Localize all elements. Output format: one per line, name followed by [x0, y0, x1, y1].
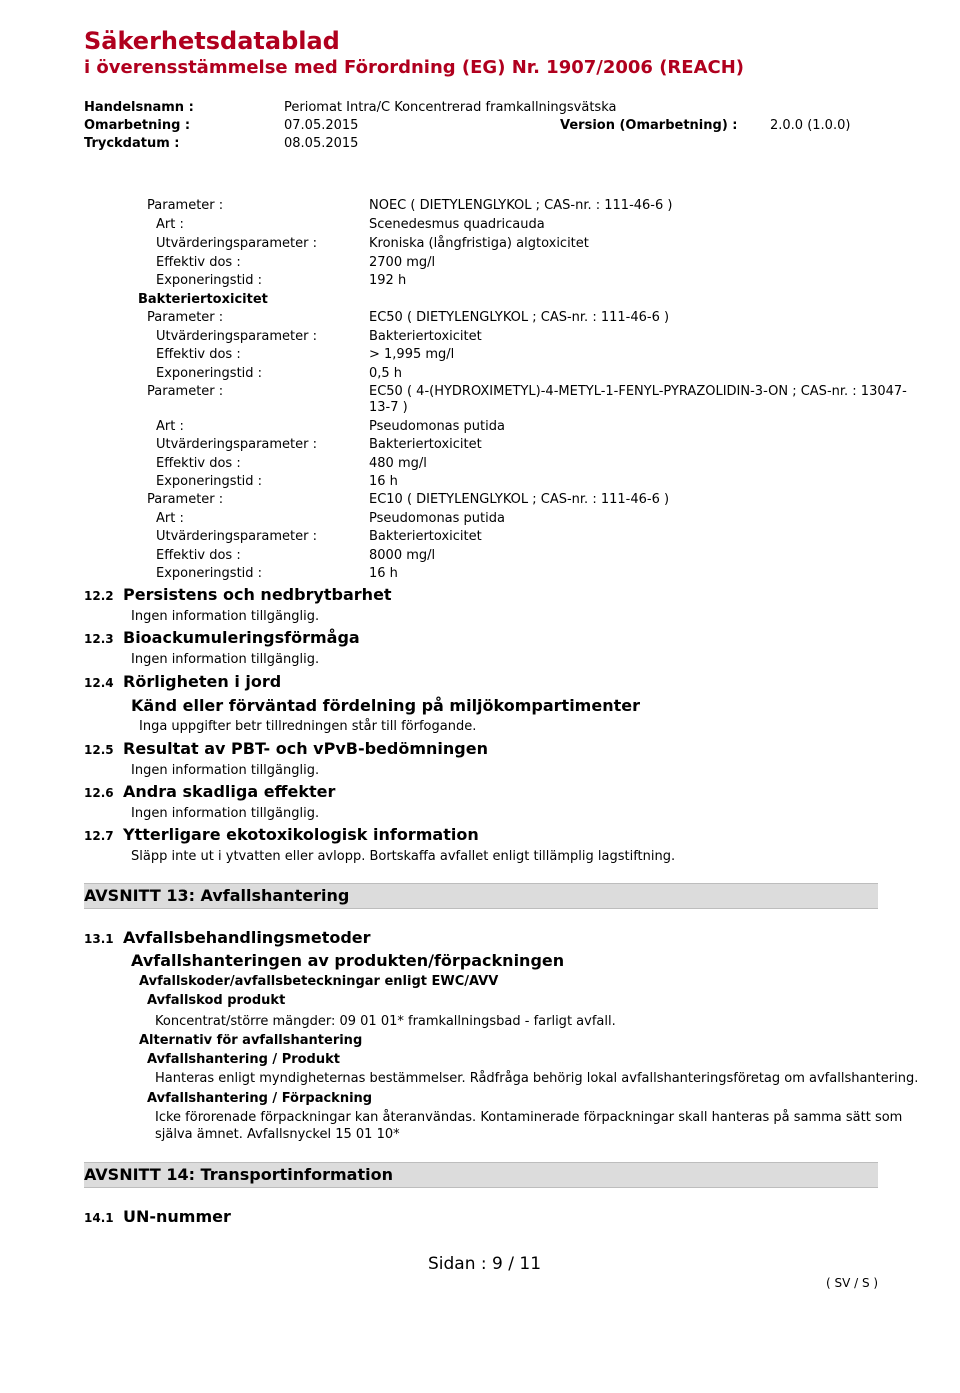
waste-packaging-text-line1: Icke förorenade förpackningar kan återanvändas. Kontaminerade förpackningar skall hanteras på samma sätt som	[155, 1110, 903, 1125]
bact3-eval-value: Bakteriertoxicitet	[369, 529, 482, 544]
section-14-1-title: UN-nummer	[123, 1207, 231, 1226]
section-12-4-title: Rörligheten i jord	[123, 672, 282, 691]
bact1-eval-value: Bakteriertoxicitet	[369, 329, 482, 344]
section-12-4-subtitle: Känd eller förväntad fördelning på miljökompartimenter	[131, 696, 640, 715]
section-12-6-number: 12.6	[84, 786, 114, 800]
trade-name-label: Handelsnamn :	[84, 100, 194, 115]
bact1-dose-value: > 1,995 mg/l	[369, 347, 455, 362]
section-13-1-title: Avfallsbehandlingsmetoder	[123, 928, 371, 947]
bact3-time-value: 16 h	[369, 566, 398, 581]
section-12-3-title: Bioackumuleringsförmåga	[123, 628, 360, 647]
section-14-band	[84, 1162, 878, 1188]
waste-product-heading: Avfallshantering / Produkt	[147, 1052, 340, 1067]
print-date-value: 08.05.2015	[284, 136, 359, 151]
document-subtitle: i överensstämmelse med Förordning (EG) Nr. 1907/2006 (REACH)	[84, 57, 745, 78]
algae-parameter-label: Parameter :	[147, 198, 224, 213]
bact3-art-label: Art :	[156, 511, 184, 526]
section-14-1-number: 14.1	[84, 1211, 114, 1225]
document-title: Säkerhetsdatablad	[84, 27, 340, 55]
waste-code-product-heading: Avfallskod produkt	[147, 993, 286, 1008]
section-13-band	[84, 883, 878, 909]
page-number: Sidan : 9 / 11	[428, 1254, 542, 1274]
section-12-5-text: Ingen information tillgänglig.	[131, 763, 320, 778]
bact1-parameter-value: EC50 ( DIETYLENGLYKOL ; CAS-nr. : 111-46-6 )	[369, 310, 670, 325]
section-13-1-number: 13.1	[84, 932, 114, 946]
section-12-6-title: Andra skadliga effekter	[123, 782, 336, 801]
version-value: 2.0.0 (1.0.0)	[770, 118, 851, 133]
algae-art-label: Art :	[156, 217, 184, 232]
bact1-eval-label: Utvärderingsparameter :	[156, 329, 318, 344]
bact2-eval-value: Bakteriertoxicitet	[369, 437, 482, 452]
waste-product-text: Hanteras enligt myndigheternas bestämmelser. Rådfråga behörig lokal avfallshanteringsföretag om avfallshantering.	[155, 1071, 919, 1086]
bact2-dose-value: 480 mg/l	[369, 456, 427, 471]
section-12-2-number: 12.2	[84, 589, 114, 603]
trade-name-value: Periomat Intra/C Koncentrerad framkallningsvätska	[284, 100, 617, 115]
language-code: ( SV / S )	[826, 1276, 879, 1290]
revision-label: Omarbetning :	[84, 118, 191, 133]
version-label: Version (Omarbetning) :	[560, 118, 738, 133]
algae-time-value: 192 h	[369, 273, 407, 288]
algae-parameter-value: NOEC ( DIETYLENGLYKOL ; CAS-nr. : 111-46-6 )	[369, 198, 673, 213]
print-date-label: Tryckdatum :	[84, 136, 180, 151]
bact2-dose-label: Effektiv dos :	[156, 456, 241, 471]
section-12-3-number: 12.3	[84, 632, 114, 646]
section-12-5-title: Resultat av PBT- och vPvB-bedömningen	[123, 739, 488, 758]
waste-codes-heading: Avfallskoder/avfallsbeteckningar enligt EWC/AVV	[139, 974, 499, 989]
bact2-art-value: Pseudomonas putida	[369, 419, 505, 434]
bact1-time-label: Exponeringstid :	[156, 366, 263, 381]
bact3-art-value: Pseudomonas putida	[369, 511, 505, 526]
bact1-time-value: 0,5 h	[369, 366, 403, 381]
algae-eval-label: Utvärderingsparameter :	[156, 236, 318, 251]
section-12-4-text: Inga uppgifter betr tillredningen står till förfogande.	[139, 719, 477, 734]
section-12-2-text: Ingen information tillgänglig.	[131, 609, 320, 624]
bact3-time-label: Exponeringstid :	[156, 566, 263, 581]
section-12-4-number: 12.4	[84, 676, 114, 690]
bacteria-heading: Bakteriertoxicitet	[138, 292, 268, 307]
waste-packaging-text-line2: själva ämnet. Avfallsnyckel 15 01 10*	[155, 1127, 400, 1142]
bact2-time-value: 16 h	[369, 474, 398, 489]
bact2-art-label: Art :	[156, 419, 184, 434]
section-12-7-title: Ytterligare ekotoxikologisk information	[123, 825, 479, 844]
bact1-dose-label: Effektiv dos :	[156, 347, 241, 362]
section-12-7-number: 12.7	[84, 829, 114, 843]
algae-dose-value: 2700 mg/l	[369, 255, 436, 270]
algae-dose-label: Effektiv dos :	[156, 255, 241, 270]
section-13-band-title: AVSNITT 13: Avfallshantering	[84, 886, 350, 905]
algae-art-value: Scenedesmus quadricauda	[369, 217, 545, 232]
waste-packaging-heading: Avfallshantering / Förpackning	[147, 1091, 373, 1106]
section-12-5-number: 12.5	[84, 743, 114, 757]
bact3-parameter-value: EC10 ( DIETYLENGLYKOL ; CAS-nr. : 111-46-6 )	[369, 492, 670, 507]
bact2-time-label: Exponeringstid :	[156, 474, 263, 489]
bact3-dose-value: 8000 mg/l	[369, 548, 436, 563]
waste-alternatives-heading: Alternativ för avfallshantering	[139, 1033, 363, 1048]
revision-value: 07.05.2015	[284, 118, 359, 133]
bact3-eval-label: Utvärderingsparameter :	[156, 529, 318, 544]
section-12-6-text: Ingen information tillgänglig.	[131, 806, 320, 821]
algae-eval-value: Kroniska (långfristiga) algtoxicitet	[369, 236, 589, 251]
section-13-1-subtitle: Avfallshanteringen av produkten/förpackningen	[131, 951, 565, 970]
bact2-parameter-label: Parameter :	[147, 384, 224, 399]
section-14-band-title: AVSNITT 14: Transportinformation	[84, 1165, 393, 1184]
bact2-eval-label: Utvärderingsparameter :	[156, 437, 318, 452]
section-12-7-text: Släpp inte ut i ytvatten eller avlopp. Bortskaffa avfallet enligt tillämplig lagstiftning.	[131, 849, 676, 864]
algae-time-label: Exponeringstid :	[156, 273, 263, 288]
section-12-3-text: Ingen information tillgänglig.	[131, 652, 320, 667]
bact3-dose-label: Effektiv dos :	[156, 548, 241, 563]
bact2-parameter-value-line1: EC50 ( 4-(HYDROXIMETYL)-4-METYL-1-FENYL-PYRAZOLIDIN-3-ON ; CAS-nr. : 13047-	[369, 384, 907, 399]
waste-code-product-text: Koncentrat/större mängder: 09 01 01* framkallningsbad - farligt avfall.	[155, 1014, 616, 1029]
bact3-parameter-label: Parameter :	[147, 492, 224, 507]
bact1-parameter-label: Parameter :	[147, 310, 224, 325]
bact2-parameter-value-line2: 13-7 )	[369, 400, 408, 415]
section-12-2-title: Persistens och nedbrytbarhet	[123, 585, 392, 604]
